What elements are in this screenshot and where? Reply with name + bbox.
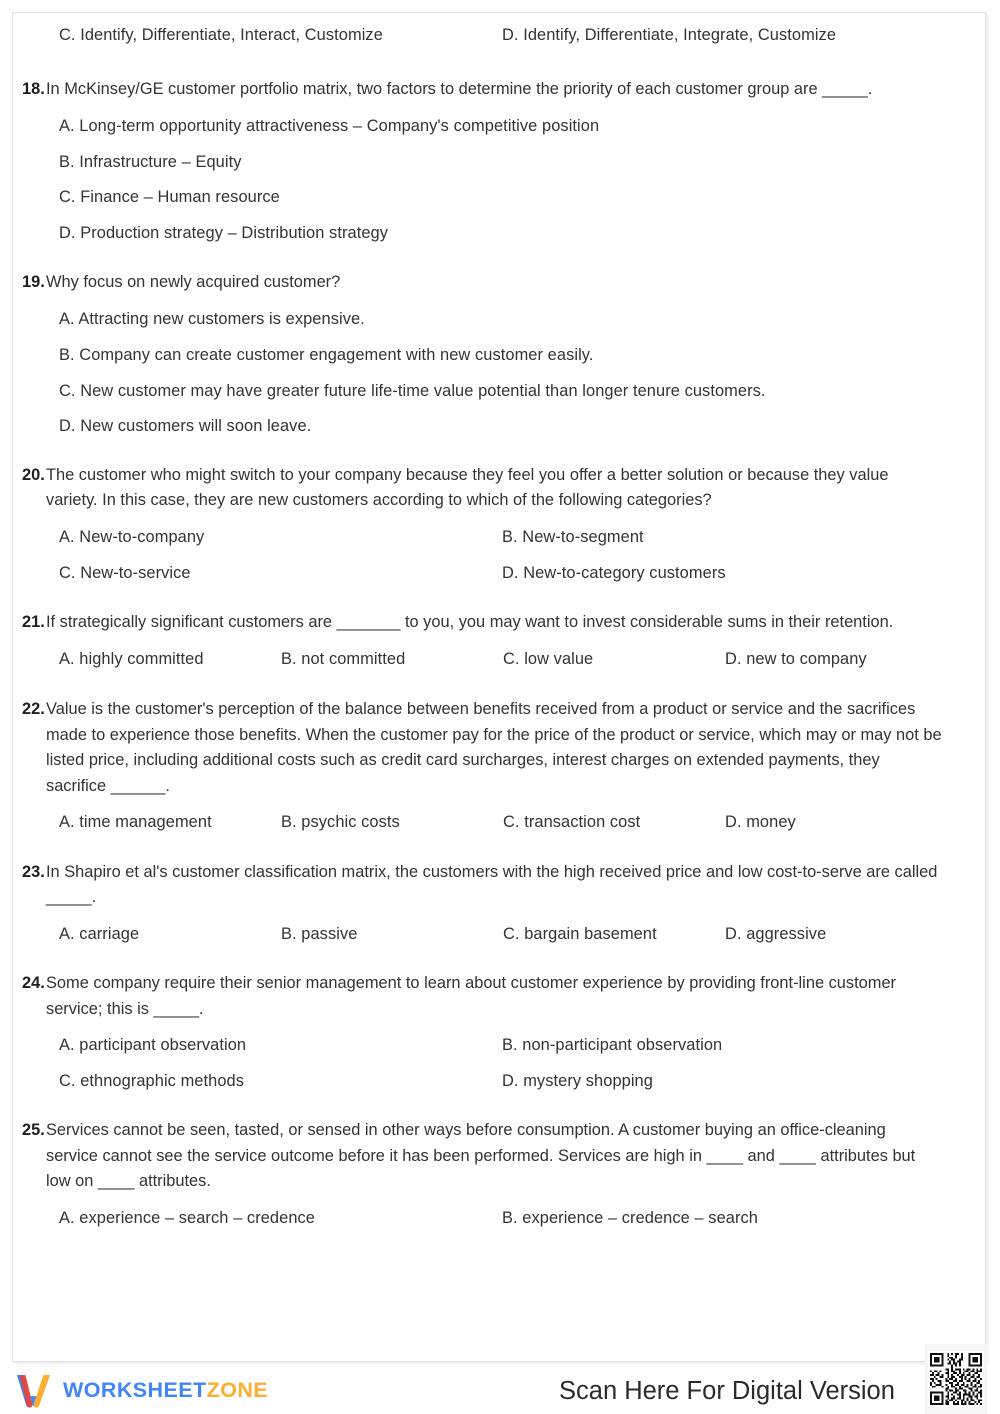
option-row: [12, 528, 962, 548]
option-row: [12, 925, 962, 945]
option-item: A. experience – search – credence: [59, 1208, 316, 1227]
question-number: 24.: [22, 974, 45, 993]
question-number: 21.: [22, 613, 45, 632]
logo-word-one: WORKSHEET: [63, 1378, 207, 1403]
option-item: A. New-to-company: [59, 527, 205, 546]
question-text: Value is the customer's perception of the balance between benefits received from a product or service and the sacrifices made to experience those benefits. When the customer pay for the price of the product or service, which may or may not be listed price, including additional costs such as credit card surcharges, interest charges on extended payments, they sacrifice ______.: [46, 700, 942, 795]
question-head: [12, 697, 962, 799]
question-number: 22.: [22, 700, 45, 719]
option-item: D. aggressive: [725, 924, 827, 943]
question-options: [12, 650, 962, 670]
question-options: [12, 117, 962, 244]
option-item: C. transaction cost: [503, 813, 641, 832]
question-head: [12, 860, 962, 911]
question-text: In Shapiro et al's customer classification matrix, the customers with the high received price and low cost-to-serve are called _____.: [46, 862, 938, 907]
option-item: D. mystery shopping: [502, 1071, 653, 1090]
option-item: D. New-to-category customers: [502, 563, 726, 582]
worksheet-content: [12, 4, 962, 1228]
page-footer: [0, 1368, 1000, 1414]
option-row: [12, 1072, 962, 1092]
option-item: A. Attracting new customers is expensive.: [59, 310, 365, 329]
option-row: [12, 382, 962, 402]
option-item: B. New-to-segment: [502, 527, 644, 546]
question-21: [12, 610, 962, 669]
question-text: In McKinsey/GE customer portfolio matrix, two factors to determine the priority of each customer group are _____.: [46, 79, 873, 98]
question-text: If strategically significant customers are _______ to you, you may want to invest considerable sums in their retention.: [46, 613, 894, 632]
question-options: [12, 925, 962, 945]
option-item: D. Identify, Differentiate, Integrate, Customize: [502, 26, 837, 44]
question-20: [12, 463, 962, 583]
question-options: [12, 1209, 962, 1229]
option-item: C. ethnographic methods: [59, 1071, 245, 1090]
option-item: D. money: [725, 813, 796, 832]
option-row: [12, 153, 962, 173]
option-item: A. time management: [59, 813, 212, 832]
option-row: [12, 650, 962, 670]
scan-here-label: Scan Here For Digital Version: [559, 1377, 895, 1405]
continuation-options-row: [12, 26, 962, 46]
option-item: B. not committed: [281, 649, 406, 668]
option-item: B. non-participant observation: [502, 1036, 723, 1055]
option-item: A. highly committed: [59, 649, 204, 668]
option-item: C. Identify, Differentiate, Interact, Customize: [59, 26, 383, 44]
question-number: 23.: [22, 862, 45, 881]
w-logo-icon: [14, 1373, 54, 1409]
question-head: [12, 270, 962, 295]
question-head: [12, 77, 962, 102]
option-item: B. Company can create customer engagement with new customer easily.: [59, 345, 594, 364]
question-number: 25.: [22, 1121, 45, 1140]
option-item: C. bargain basement: [503, 924, 657, 943]
question-text: The customer who might switch to your company because they feel you offer a better solution or because they value variety. In this case, they are new customers according to which of the following categories?: [46, 466, 889, 510]
option-row: [12, 188, 962, 208]
question-number: 18.: [22, 79, 45, 98]
option-item: C. Finance – Human resource: [59, 188, 280, 207]
question-number: 19.: [22, 272, 45, 291]
qr-code-icon[interactable]: [925, 1344, 987, 1414]
option-row: [12, 310, 962, 330]
question-head: [12, 971, 962, 1022]
question-number: 20.: [22, 466, 45, 485]
option-row: [12, 224, 962, 244]
option-item: C. New customer may have greater future life-time value potential than longer tenure customers.: [59, 381, 766, 400]
option-item: D. New customers will soon leave.: [59, 417, 312, 436]
option-row: [12, 117, 962, 137]
question-text: Some company require their senior management to learn about customer experience by providing front-line customer service; this is _____.: [46, 974, 897, 1018]
question-22: [12, 697, 962, 832]
option-row: [12, 1036, 962, 1056]
question-head: [12, 1118, 962, 1194]
option-item: C. New-to-service: [59, 563, 191, 582]
question-options: [12, 528, 962, 583]
option-row: [12, 813, 962, 833]
option-item: C. low value: [503, 649, 594, 668]
option-row: [12, 1209, 962, 1229]
option-row: [12, 564, 962, 584]
question-25: [12, 1118, 962, 1228]
option-item: A. carriage: [59, 924, 140, 943]
question-options: [12, 1036, 962, 1091]
option-item: D. new to company: [725, 649, 867, 668]
question-18: [12, 77, 962, 244]
question-text: Services cannot be seen, tasted, or sensed in other ways before consumption. A customer buying an office-cleaning service cannot see the service outcome before it has been performed. Services are high in ____ and ____ attributes but low on ____ attributes.: [46, 1121, 916, 1191]
logo-wordmark: [63, 1380, 268, 1402]
option-item: B. passive: [281, 924, 358, 943]
option-item: B. Infrastructure – Equity: [59, 152, 242, 171]
option-item: A. participant observation: [59, 1036, 247, 1055]
question-options: [12, 310, 962, 437]
question-options: [12, 813, 962, 833]
option-item: A. Long-term opportunity attractiveness – Company's competitive position: [59, 117, 600, 136]
question-head: [12, 463, 962, 514]
option-item: B. experience – credence – search: [502, 1208, 759, 1227]
logo-word-two: ZONE: [206, 1378, 269, 1403]
option-row: [12, 417, 962, 437]
option-row: [12, 346, 962, 366]
question-24: [12, 971, 962, 1091]
option-item: D. Production strategy – Distribution strategy: [59, 224, 388, 243]
question-text: Why focus on newly acquired customer?: [46, 272, 341, 291]
option-item: B. psychic costs: [281, 813, 400, 832]
worksheet-zone-logo[interactable]: [14, 1370, 268, 1412]
question-19: [12, 270, 962, 437]
question-head: [12, 610, 962, 635]
question-23: [12, 860, 962, 945]
